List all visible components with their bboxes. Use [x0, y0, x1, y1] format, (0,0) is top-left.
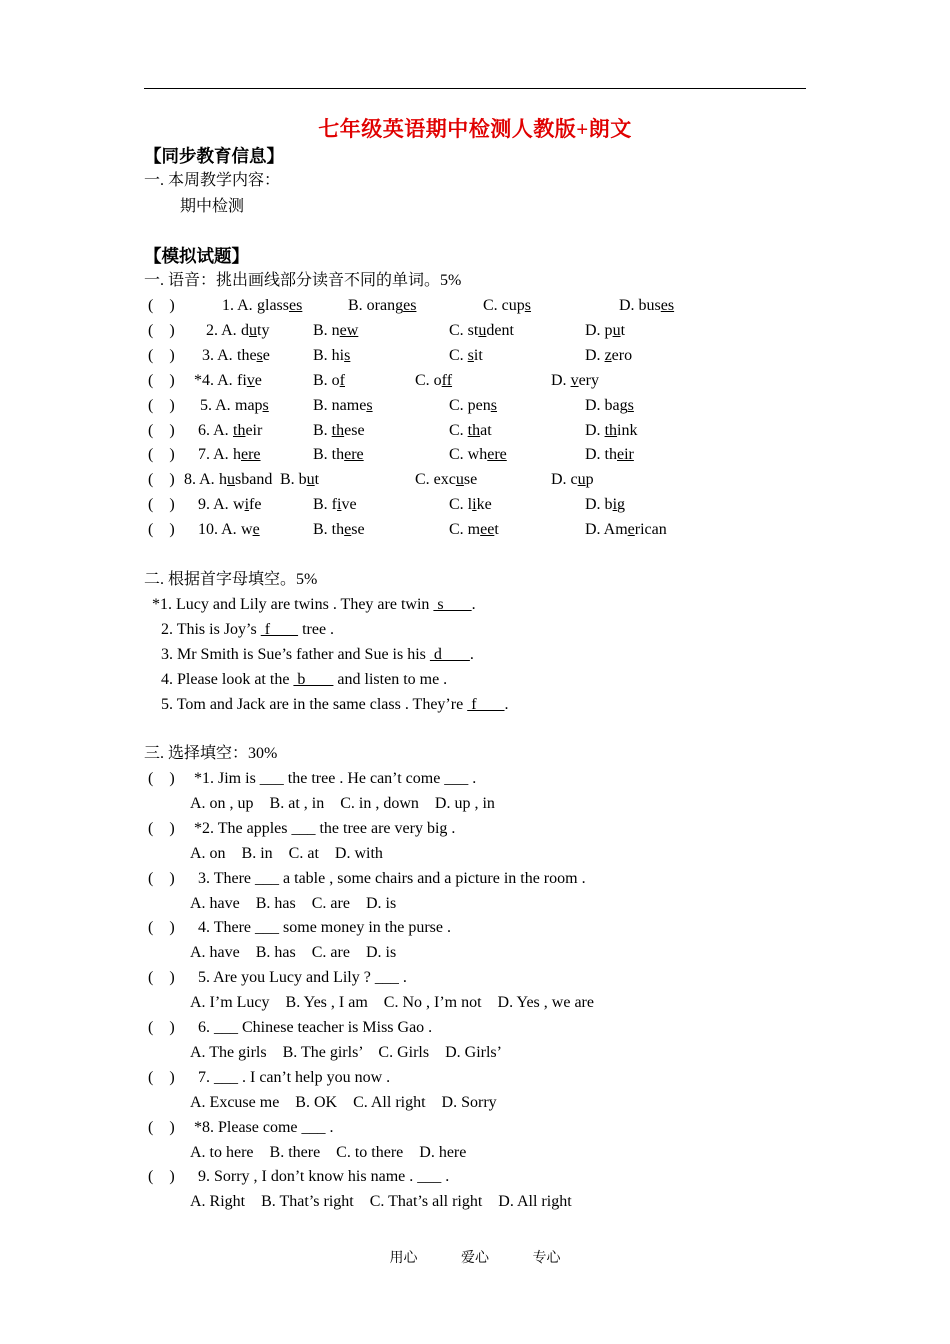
word-part: C. l	[449, 496, 473, 514]
word-part: ke	[476, 496, 492, 514]
fill-in-row	[161, 620, 334, 640]
word-part: se	[351, 521, 365, 539]
word-part: t	[314, 471, 320, 489]
word-part: h	[219, 471, 227, 489]
fill-in-row	[161, 695, 509, 715]
word-part: rican	[634, 521, 667, 539]
underlined-letters: i	[612, 496, 618, 514]
option-d	[585, 495, 625, 515]
word-part: h	[233, 446, 241, 464]
underlined-letters: ere	[487, 446, 507, 464]
underlined-letters: u	[249, 321, 257, 339]
answer-paren: ( )	[148, 869, 175, 887]
underlined-letters: v	[246, 371, 255, 389]
underlined-letters: eir	[617, 446, 634, 464]
underlined-letters: u	[455, 471, 464, 489]
question-number: 3. A.	[202, 346, 237, 364]
answer-paren: ( )	[148, 321, 175, 339]
underlined-letters: u	[227, 471, 235, 489]
underlined-letters: th	[604, 421, 618, 439]
word-part: D. bag	[585, 396, 628, 414]
answer-options: A. Excuse me B. OK C. All right D. Sorry	[190, 1093, 497, 1111]
word-part: at	[480, 421, 492, 439]
word-part: B. hi	[313, 346, 345, 364]
answer-paren: ( )	[148, 421, 175, 439]
underlined-letters: u	[612, 321, 621, 339]
sentence-end: .	[471, 596, 476, 613]
word-part: ero	[611, 346, 633, 364]
question-number: 7. A.	[198, 446, 233, 464]
word-part: dent	[486, 321, 514, 339]
option-a	[233, 445, 261, 465]
question-number: 5. A.	[200, 396, 235, 414]
underlined-letters: i	[472, 496, 477, 514]
question-text: *2. The apples ___ the tree are very big .	[194, 819, 456, 837]
word-part: e	[254, 371, 262, 389]
option-b	[313, 321, 358, 341]
underlined-letters: s	[490, 396, 498, 414]
option-c	[449, 520, 499, 540]
word-part: p	[585, 471, 594, 489]
answer-options: A. The girls B. The girls’ C. Girls D. Girls’	[190, 1043, 502, 1061]
option-a	[219, 470, 272, 490]
content-value: 期中检测	[180, 198, 245, 215]
option-a	[257, 296, 302, 316]
sentence-end: .	[504, 696, 509, 713]
sentence-end: tree .	[298, 621, 335, 638]
underlined-letters: s	[467, 346, 474, 364]
word-part: D.	[551, 371, 571, 389]
answer-options: A. have B. has C. are D. is	[190, 944, 397, 962]
question-text: 7. ___ . I can’t help you now .	[198, 1068, 391, 1086]
sentence-start: 5. Tom and Jack are in the same class . They’re	[161, 696, 468, 713]
answer-paren: ( )	[148, 521, 175, 539]
option-b	[348, 296, 416, 316]
underlined-letters: ere	[241, 446, 261, 464]
word-part: B.	[313, 421, 332, 439]
option-b	[313, 396, 373, 416]
word-part: D. p	[585, 321, 613, 339]
word-part: e	[262, 346, 270, 364]
option-d	[619, 296, 674, 316]
option-d	[585, 445, 634, 465]
word-part: C.	[449, 421, 468, 439]
fill-in-row	[161, 645, 474, 665]
answer-paren: ( )	[148, 919, 175, 937]
sec3-heading: 三. 选择填空：30%	[144, 745, 278, 762]
word-part: se	[463, 471, 478, 489]
underlined-letters: ee	[480, 521, 495, 539]
word-part: ese	[344, 421, 365, 439]
underlined-letters: s	[524, 297, 532, 314]
question-text: *1. Jim is ___ the tree . He can’t come ___ .	[194, 770, 477, 787]
word-part: B. orang	[348, 297, 404, 314]
footer	[0, 1247, 950, 1267]
fill-in-row	[152, 595, 476, 615]
sentence-end: .	[469, 646, 474, 663]
answer-paren: ( )	[148, 1068, 175, 1086]
fill-in-row	[161, 670, 447, 690]
word-part: C. wh	[449, 446, 488, 464]
underlined-letters: es	[660, 297, 675, 314]
answer-paren: ( )	[148, 1168, 175, 1186]
option-d	[551, 470, 594, 490]
underlined-letters: ere	[344, 446, 364, 464]
question-number: 9. A.	[198, 496, 233, 514]
option-a	[237, 371, 262, 391]
sentence-start: 3. Mr Smith is Sue’s father and Sue is his	[161, 646, 430, 663]
word-part: glass	[257, 297, 289, 314]
word-part: D. Am	[585, 521, 628, 539]
option-a	[237, 346, 270, 366]
question-number: 10. A.	[198, 521, 241, 539]
underlined-letters: ew	[339, 321, 359, 339]
option-c	[449, 321, 514, 341]
word-part: w	[241, 521, 253, 539]
sentence-start: 2. This is Joy’s	[161, 621, 261, 638]
word-part: ty	[257, 321, 270, 339]
sec2-heading: 二. 根据首字母填空。5%	[144, 571, 318, 588]
word-part: C. m	[449, 521, 481, 539]
underlined-letters: i	[244, 496, 250, 514]
word-part: B. f	[313, 496, 337, 514]
word-part: t	[620, 321, 626, 339]
underlined-letters: z	[604, 346, 612, 364]
option-b	[313, 445, 364, 465]
question-text: 9. Sorry , I don’t know his name . ___ .	[198, 1168, 450, 1186]
option-c	[415, 470, 477, 490]
word-part: D. th	[585, 446, 617, 464]
answer-paren: ( )	[148, 396, 175, 414]
question-number: 6. A.	[198, 421, 233, 439]
word-part: fi	[237, 371, 247, 389]
word-part: it	[473, 346, 483, 364]
option-b	[313, 421, 365, 441]
answer-blank: f___	[260, 621, 299, 638]
option-c	[449, 495, 492, 515]
footer-word: 用心	[389, 1251, 418, 1266]
question-number: *4. A.	[194, 371, 237, 389]
option-d	[585, 520, 667, 540]
option-a	[233, 495, 261, 515]
info-header: 【同步教育信息】	[144, 146, 284, 166]
option-a	[241, 520, 260, 540]
option-c	[449, 445, 507, 465]
word-part: B. n	[313, 321, 340, 339]
question-text: 3. There ___ a table , some chairs and a picture in the room .	[198, 869, 586, 887]
underlined-letters: ff	[441, 371, 453, 389]
underlined-letters: f	[339, 371, 345, 389]
answer-paren: ( )	[148, 969, 175, 987]
word-part: C. pen	[449, 396, 491, 414]
answer-blank: b___	[293, 671, 334, 688]
header-rule	[144, 88, 806, 89]
word-part: D.	[585, 421, 605, 439]
answer-paren: ( )	[148, 346, 175, 364]
test-header: 【模拟试题】	[144, 246, 249, 266]
option-a	[241, 321, 269, 341]
underlined-letters: th	[331, 421, 345, 439]
option-d	[585, 396, 634, 416]
word-part: ery	[578, 371, 599, 389]
option-b	[280, 470, 319, 490]
word-part: B. th	[313, 521, 345, 539]
underlined-letters: u	[478, 321, 487, 339]
answer-blank: s___	[433, 596, 472, 613]
answer-paren: ( )	[148, 297, 175, 314]
word-part: B. name	[313, 396, 367, 414]
answer-options: A. on B. in C. at D. with	[190, 844, 383, 862]
option-b	[313, 346, 350, 366]
option-c	[415, 371, 452, 391]
word-part: C. st	[449, 321, 479, 339]
underlined-letters: th	[467, 421, 481, 439]
underlined-letters: e	[627, 521, 635, 539]
word-part: B. b	[280, 471, 307, 489]
question-number: 8. A.	[184, 471, 219, 489]
answer-paren: ( )	[148, 471, 175, 489]
word-part: eir	[245, 421, 263, 439]
option-c	[483, 296, 531, 316]
word-part: D. b	[585, 496, 613, 514]
option-b	[313, 520, 365, 540]
underlined-letters: e	[344, 521, 352, 539]
underlined-letters: u	[306, 471, 315, 489]
answer-options: A. on , up B. at , in C. in , down D. up , in	[190, 794, 495, 812]
question-text: *8. Please come ___ .	[194, 1118, 334, 1136]
option-d	[585, 346, 632, 366]
word-part: map	[235, 396, 263, 414]
word-part: C. exc	[415, 471, 456, 489]
answer-options: A. I’m Lucy B. Yes , I am C. No , I’m not D. Yes , we are	[190, 994, 594, 1012]
answer-paren: ( )	[148, 446, 175, 464]
underlined-letters: s	[366, 396, 373, 414]
word-part: C. cup	[483, 297, 525, 314]
answer-paren: ( )	[148, 1118, 175, 1136]
answer-paren: ( )	[148, 1019, 175, 1036]
underlined-letters: u	[577, 471, 586, 489]
word-part: fe	[249, 496, 262, 514]
option-b	[313, 371, 345, 391]
question-number: 1. A.	[222, 297, 257, 314]
word-part: B. o	[313, 371, 340, 389]
word-part: C.	[449, 346, 468, 364]
option-a	[233, 421, 262, 441]
option-d	[585, 321, 625, 341]
option-c	[449, 421, 492, 441]
content-label: 一. 本周教学内容：	[144, 172, 281, 189]
answer-options: A. Right B. That’s right C. That’s all right D. All right	[190, 1193, 572, 1211]
underlined-letters: th	[233, 421, 246, 439]
page-title: 七年级英语期中检测人教版+朗文	[318, 117, 632, 141]
underlined-letters: s	[344, 346, 351, 364]
option-c	[449, 346, 483, 366]
word-part: D. c	[551, 471, 578, 489]
word-part: sband	[235, 471, 273, 489]
answer-blank: f___	[467, 696, 505, 713]
answer-paren: ( )	[148, 770, 175, 787]
option-a	[235, 396, 269, 416]
question-text: 5. Are you Lucy and Lily ? ___ .	[198, 969, 407, 987]
underlined-letters: e	[252, 521, 260, 539]
question-text: 4. There ___ some money in the purse .	[198, 919, 451, 937]
underlined-letters: es	[289, 297, 303, 314]
question-number: 2. A.	[206, 321, 241, 339]
sentence-end: and listen to me .	[333, 671, 448, 688]
option-c	[449, 396, 497, 416]
underlined-letters: i	[337, 496, 342, 514]
word-part: B. th	[313, 446, 345, 464]
answer-options: A. have B. has C. are D. is	[190, 894, 397, 912]
underlined-letters: s	[262, 396, 269, 414]
option-d	[585, 421, 637, 441]
option-b	[313, 495, 357, 515]
underlined-letters: es	[403, 297, 417, 314]
footer-word: 爱心	[461, 1251, 489, 1266]
underlined-letters: v	[570, 371, 579, 389]
word-part: the	[237, 346, 257, 364]
word-part: d	[241, 321, 249, 339]
answer-blank: d___	[429, 646, 470, 663]
word-part: t	[494, 521, 499, 539]
sec1-heading: 一. 语音：挑出画线部分读音不同的单词。5%	[144, 272, 462, 289]
footer-word: 专心	[532, 1251, 561, 1266]
option-d	[551, 371, 599, 391]
word-part: w	[233, 496, 245, 514]
word-part: D.	[585, 346, 605, 364]
question-text: 6. ___ Chinese teacher is Miss Gao .	[198, 1019, 433, 1036]
word-part: ve	[341, 496, 357, 514]
sentence-start: *1. Lucy and Lily are twins . They are twin	[152, 596, 434, 613]
answer-paren: ( )	[148, 496, 175, 514]
answer-options: A. to here B. there C. to there D. here	[190, 1143, 467, 1161]
sentence-start: 4. Please look at the	[161, 671, 294, 688]
word-part: g	[617, 496, 626, 514]
word-part: C. o	[415, 371, 442, 389]
answer-paren: ( )	[148, 371, 175, 389]
word-part: D. bus	[619, 297, 661, 314]
underlined-letters: s	[256, 346, 263, 364]
word-part: ink	[617, 421, 638, 439]
answer-paren: ( )	[148, 819, 175, 837]
underlined-letters: s	[627, 396, 634, 414]
